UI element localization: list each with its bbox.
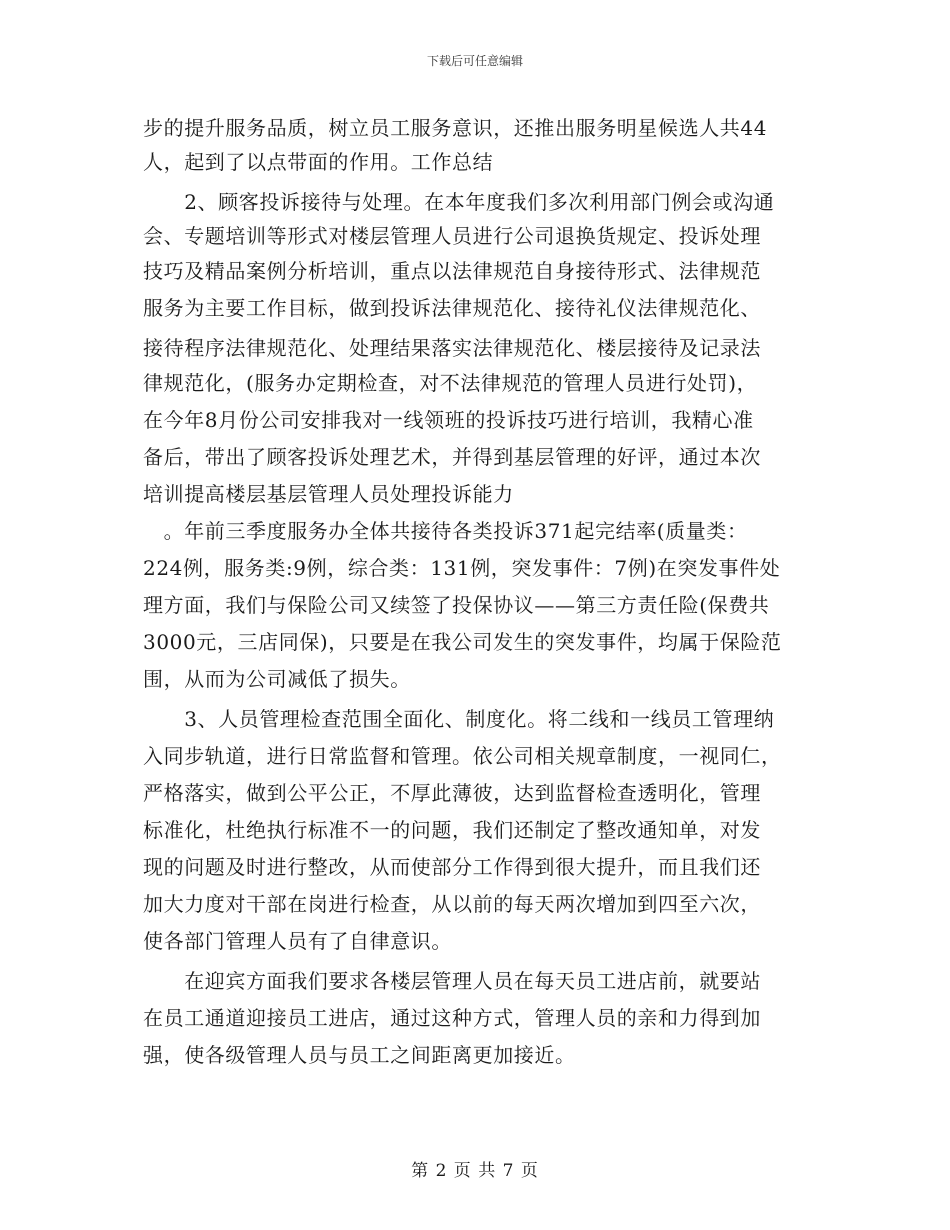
text-line: 2、顾客投诉接待与处理。在本年度我们多次利用部门例会或沟通 xyxy=(143,190,775,214)
text-line: 在员工通道迎接员工进店，通过这种方式，管理人员的亲和力得到加 xyxy=(143,1006,761,1030)
text-line: 强，使各级管理人员与员工之间距离更加接近。 xyxy=(143,1043,576,1067)
text-line: 理方面，我们与保险公司又续签了投保协议——第三方责任险(保费共 xyxy=(143,593,770,617)
text-line: 标准化，杜绝执行标准不一的问题，我们还制定了整改通知单，对发 xyxy=(143,818,761,842)
text-line: 3、人员管理检查范围全面化、制度化。将二线和一线员工管理纳 xyxy=(143,707,775,731)
text-line: 3000元，三店同保)，只要是在我公司发生的突发事件，均属于保险范 xyxy=(143,630,782,654)
text-line: 培训提高楼层基层管理人员处理投诉能力 xyxy=(143,482,514,506)
text-line: 加大力度对干部在岗进行检查，从以前的每天两次增加到四至六次， xyxy=(143,892,761,916)
text-line: 步的提升服务品质，树立员工服务意识，还推出服务明星候选人共44 xyxy=(143,116,768,140)
text-line: 技巧及精品案例分析培训，重点以法律规范自身接待形式、法律规范 xyxy=(143,259,761,283)
page-number: 第 2 页 共 7 页 xyxy=(411,1161,539,1181)
text-line: 224例，服务类:9例，综合类：131例，突发事件：7例)在突发事件处 xyxy=(143,556,781,580)
text-line: 入同步轨道，进行日常监督和管理。依公司相关规章制度，一视同仁， xyxy=(143,744,782,768)
text-line: 在迎宾方面我们要求各楼层管理人员在每天员工进店前，就要站 xyxy=(143,969,761,993)
text-line: 备后，带出了顾客投诉处理艺术，并得到基层管理的好评，通过本次 xyxy=(143,445,761,469)
text-line: 现的问题及时进行整改，从而使部分工作得到很大提升，而且我们还 xyxy=(143,855,761,879)
text-line: 。年前三季度服务办全体共接待各类投诉371起完结率(质量类： xyxy=(143,519,748,543)
text-line: 服务为主要工作目标，做到投诉法律规范化、接待礼仪法律规范化、 xyxy=(143,296,761,320)
text-line: 接待程序法律规范化、处理结果落实法律规范化、楼层接待及记录法 xyxy=(143,336,761,360)
text-line: 严格落实，做到公平公正，不厚此薄彼，达到监督检查透明化，管理 xyxy=(143,781,761,805)
page-header-note: 下载后可任意编辑 xyxy=(426,54,523,68)
text-line: 围，从而为公司减低了损失。 xyxy=(143,667,411,691)
text-line: 在今年8月份公司安排我对一线领班的投诉技巧进行培训，我精心准 xyxy=(143,408,754,432)
text-line: 人，起到了以点带面的作用。工作总结 xyxy=(143,150,494,174)
text-line: 使各部门管理人员有了自律意识。 xyxy=(143,929,452,953)
text-line: 律规范化，(服务办定期检查，对不法律规范的管理人员进行处罚)， xyxy=(143,371,758,395)
text-line: 会、专题培训等形式对楼层管理人员进行公司退换货规定、投诉处理 xyxy=(143,224,761,248)
